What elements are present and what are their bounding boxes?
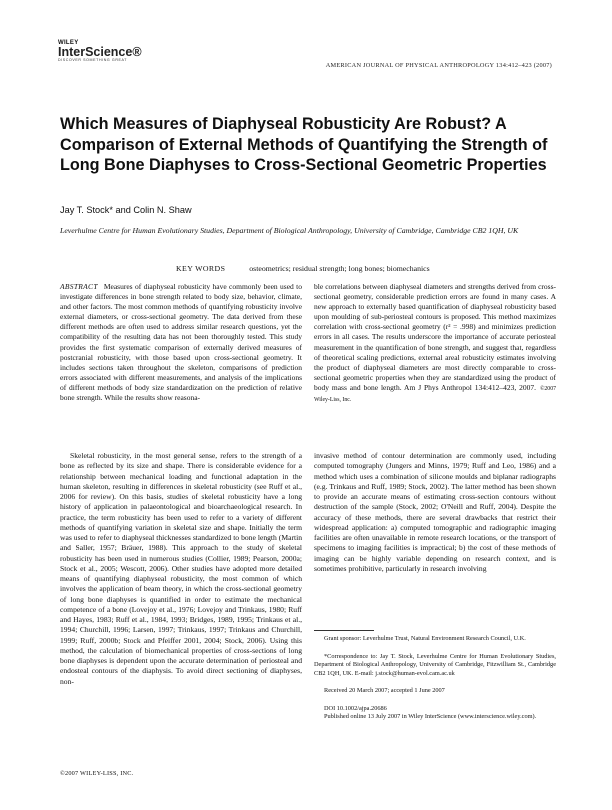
body-right-column	[314, 451, 556, 574]
footnote-correspondence: *Correspondence to: Jay T. Stock, Leverhulme Centre for Human Evolutionary Studies, Department of Biological Anthropology, University of Cambridge, Fitzwilliam St., Cambridge CB2 1QH, UK. E-mail: j.stock@human-evol.cam.ac.uk	[314, 652, 556, 677]
abstract-label: ABSTRACT	[60, 282, 98, 291]
body-left-text: Skeletal robusticity, in the most general sense, refers to the strength of a bone as reflected by its size and shape. There is considerable evidence for a relationship between mechanical loading and functional adaptation in the human skeleton, resulting in differences in skeletal robusticity (see Ruff et al., 2006 for review). On this basis, studies of skeletal robusticity have a long history of application in palaeontological and bioarchaeological research. In practice, the term robusticity has been used to refer to a variety of different methods of quantifying variation in skeletal size and shape. Initially the term was used to refer to diaphyseal thicknesses standardized to bone length (Martin and Saller, 1957; Bräuer, 1988). This approach to the study of skeletal robusticity has been used in numerous studies (Collier, 1989; Pearson, 2000a; Stock et al., 2005; Wescott, 2006). Other studies have adopted more detailed means of quantifying diaphyseal robusticity, the most common of which involves the application of beam theory, in which the cross-sectional geometry of long bone diaphyses is quantified in order to estimate the mechanical competence of a bone (Lovejoy et al., 1976; Lovejoy and Trinkaus, 1980; Ruff and Hayes, 1983; Ruff et al., 1984, 1993; Bridges, 1989, 1995; Trinkaus et al., 1994; Churchill, 1996; Larsen, 1997; Trinkaus, 1997; Trinkaus and Churchill, 1999; Ruff, 2000b; Stock and Pfeiffer 2001, 2004; Stock, 2006). Using this method, the calculation of biomechanical properties of cross-sections of long bone diaphyses is dependent upon the accurate determination of periosteal and endosteal contours of the diaphysis. To avoid direct sectioning of diaphyses, non-	[60, 451, 302, 686]
article-title: Which Measures of Diaphyseal Robusticity Are Robust? A Comparison of External Methods of Quantifying the Strength of Long Bone Diaphyses to Cross-Sectional Geometric Properties	[60, 115, 548, 175]
body-left-column	[60, 451, 302, 687]
logo-tagline: DISCOVER SOMETHING GREAT	[58, 58, 128, 62]
footnote-grant: Grant sponsor: Leverhulme Trust, Natural Environment Research Council, U.K.	[324, 635, 526, 642]
abstract-left-text: Measures of diaphyseal robusticity have commonly been used to investigate differences in bone strength related to body size, behavior, climate, and other factors. The most common methods of quantifying robusticity involve external diameters, or cross-sectional geometry. The data derived from these different methods are often used to address similar research questions, yet the compatibility of the resulting data has not been thoroughly tested. This study provides the first systematic comparison of externally derived measures of postcranial robusticity, with those based upon cross-sectional geometry. It includes sections taken throughout the skeleton, comparisons of prediction errors associated with different measurements, and analysis of the implications of different methods of body size standardization on the prediction of relative bone strength. While the results show reasona-	[60, 282, 302, 403]
publisher-logo	[58, 40, 168, 62]
footnote-rule	[314, 630, 374, 631]
body-right-text: invasive method of contour determination are commonly used, including computed tomography (Jungers and Minns, 1979; Ruff and Leo, 1986) and a method which uses a combination of silicone moulds and biplanar radiographs (e.g. Trinkaus and Ruff, 1989; Stock, 2002). The latter method has been shown to provide an accurate means of estimating cross-section contours without destruction of the sample (Stock, 2002; O'Neill and Ruff, 2004). Despite the accuracy of these methods, there are several drawbacks that restrict their widespread application: a) computed tomographic and radiographic imaging facilities are often unavailable in remote research locations, or the transport of specimens to imaging facilities is impractical; b) the cost of these methods of imaging can be highly variable depending on research context, and is sometimes prohibitive, particularly in research involving	[314, 451, 556, 573]
article-authors: Jay T. Stock* and Colin N. Shaw	[60, 205, 192, 215]
keywords-label: KEY WORDS	[176, 264, 226, 273]
page-copyright: ©2007 WILEY-LISS, INC.	[60, 770, 134, 777]
footnotes	[314, 630, 556, 731]
author-affiliation: Leverhulme Centre for Human Evolutionary Studies, Department of Biological Anthropology, University of Cambridge, Cambridge CB2 1QH, UK	[60, 226, 519, 235]
logo-publisher: WILEY	[58, 40, 79, 46]
abstract-right-column	[314, 282, 556, 405]
abstract-right-text: ble correlations between diaphyseal diameters and strengths derived from cross-sectional geometry, considerable prediction errors are found in many cases. A new approach to externally based quantification of diaphyseal robusticity based upon moulding of sub-periosteal contours is proposed. This method maximizes correlation with cross-sectional geometry (r² = .998) and minimizes prediction errors in all cases. The results underscore the importance of accurate periosteal measurement in the quantification of bone strength, and suggest that, regardless of theoretical scaling predictions, external areal robusticity estimates involving the product of diaphyseal diameters are most directly comparable to cross-sectional geometric properties when they are standardized using the product of body mass and bone length. Am J Phys Anthropol 134:412–423, 2007.	[314, 282, 556, 392]
keywords-values: osteometrics; residual strength; long bones; biomechanics	[249, 264, 430, 273]
running-head: AMERICAN JOURNAL OF PHYSICAL ANTHROPOLOGY 134:412–423 (2007)	[325, 62, 552, 69]
logo-brand: InterScience®	[58, 45, 142, 59]
keywords-line	[176, 264, 430, 273]
footnote-published: Published online 13 July 2007 in Wiley InterScience (www.interscience.wiley.com).	[324, 713, 537, 720]
footnote-doi: DOI 10.1002/ajpa.20686	[324, 704, 387, 712]
abstract-left-column	[60, 282, 302, 403]
abstract-copyright: ©2007 Wiley-Liss, Inc.	[314, 385, 556, 404]
footnote-received: Received 20 March 2007; accepted 1 June 2007	[324, 687, 445, 694]
